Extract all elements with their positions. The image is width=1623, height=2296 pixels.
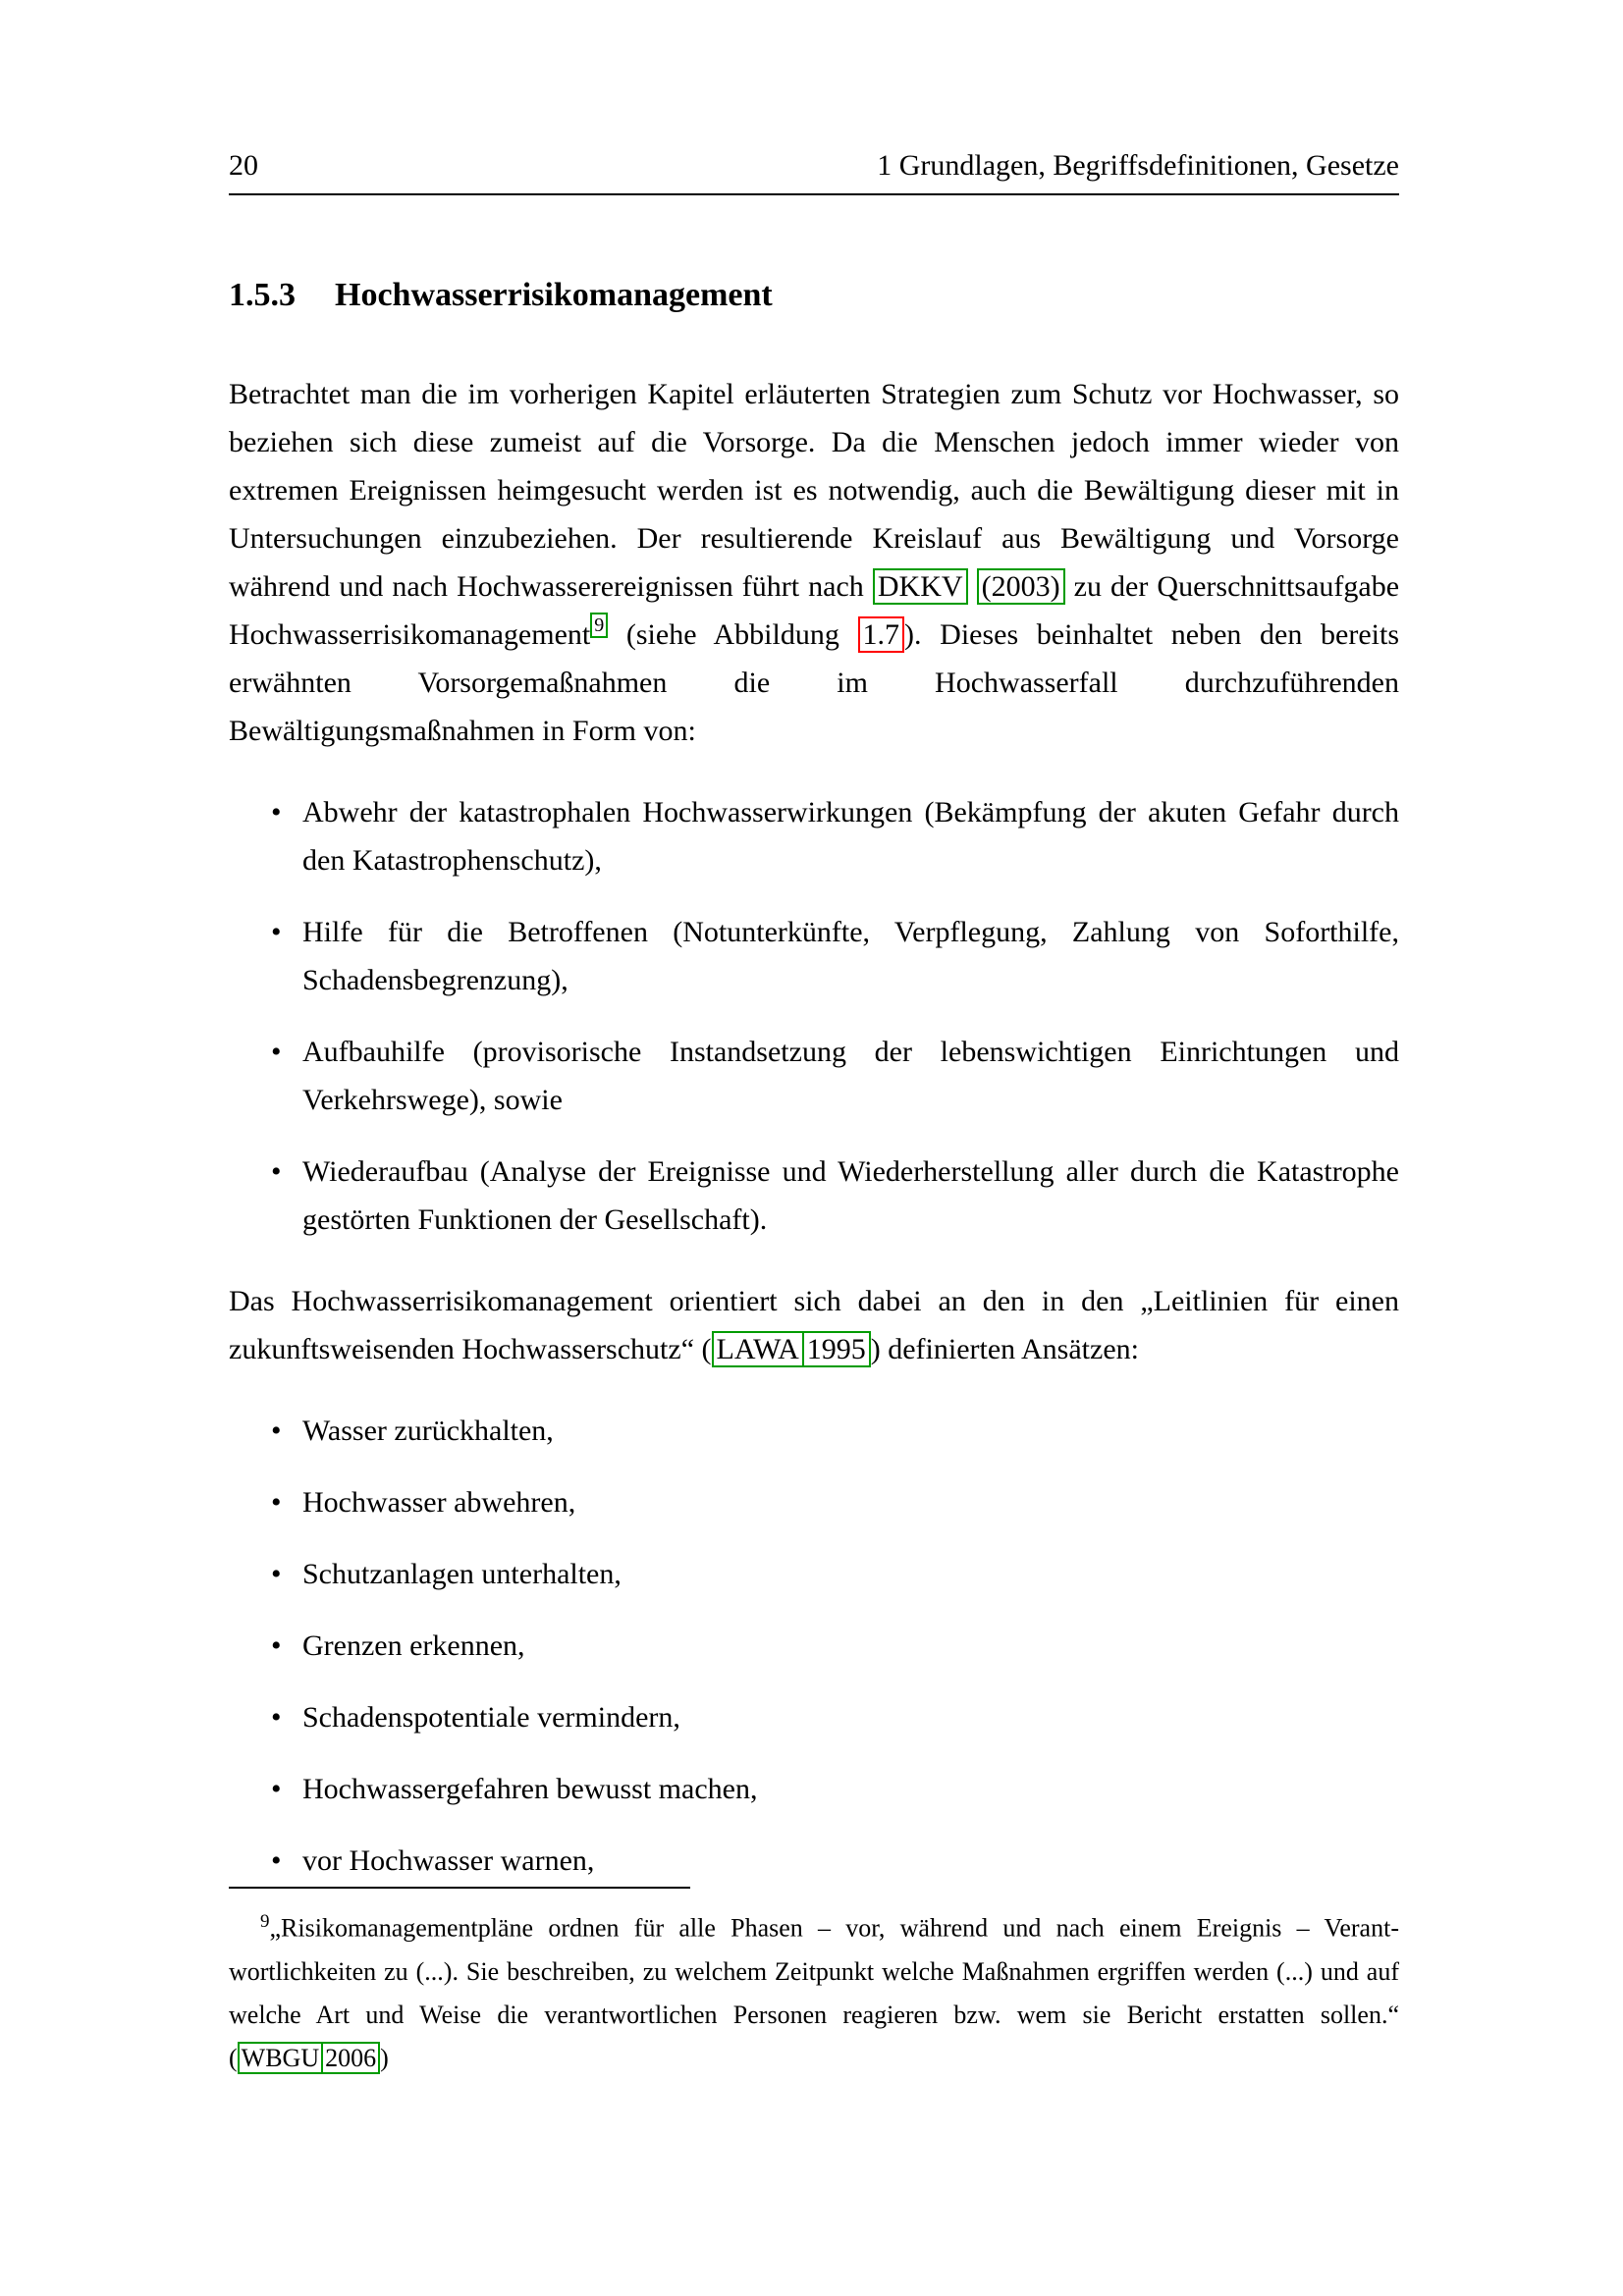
- footnote-text: [229, 1900, 1399, 2080]
- list-item: [271, 1478, 1399, 1526]
- list-item: [271, 1407, 1399, 1455]
- list-item-text: Hochwasser abwehren,: [302, 1486, 576, 1519]
- citation-dkkv-year[interactable]: (2003): [977, 568, 1065, 605]
- list-item: [271, 1622, 1399, 1670]
- list-item-text: Hilfe für die Betroffenen (Notunterkünfte, Verpflegung, Zahlung von Soforthilfe, Schadensbegrenzung),: [302, 916, 1399, 996]
- bullet-icon: •: [271, 1155, 282, 1188]
- bullet-icon: •: [271, 1629, 282, 1662]
- footnote-area: [229, 1887, 1399, 2080]
- list-measures: [229, 788, 1399, 1244]
- figure-ref-1-7[interactable]: 1.7: [858, 616, 905, 653]
- paragraph-1-text-a: Betrachtet man die im vorherigen Kapitel erläuterten Strategien zum Schutz vor Hochwasser, so beziehen sich diese zumeist auf die Vorsorge. Da die Menschen jedoch immer wieder von extremen Ereignissen heimgesucht werden ist es notwendig, auch die Bewältigung dieser mit in Untersuchungen einzubeziehen. Der resultierende Kreislauf aus Bewältigung und Vorsorge während und nach Hochwasserereignissen führt nach: [229, 378, 1399, 603]
- list-item-text: Schutzanlagen unterhalten,: [302, 1558, 622, 1590]
- bullet-icon: •: [271, 1701, 282, 1734]
- list-item: [271, 788, 1399, 884]
- list-item-text: Schadenspotentiale vermindern,: [302, 1701, 680, 1734]
- list-item: [271, 1765, 1399, 1813]
- list-item-text: Aufbauhilfe (provisorische Instandsetzung der lebenswichtigen Einrichtungen und Verkehrswege), sowie: [302, 1036, 1399, 1116]
- list-item-text: vor Hochwasser warnen,: [302, 1844, 595, 1877]
- citation-wbgu-year[interactable]: 2006: [321, 2042, 380, 2074]
- page-content: [229, 149, 1399, 1918]
- section-heading: [229, 276, 1399, 315]
- list-item: [271, 1148, 1399, 1244]
- list-item: [271, 908, 1399, 1004]
- bullet-icon: •: [271, 1036, 282, 1068]
- footnote-body-a: „Risikomanagementpläne ordnen für alle Phasen – vor, während und nach einem Ereignis – Verantwortlichkeiten zu (...). Sie beschreiben, zu welchem Zeitpunkt welche Maßnahmen ergriffen werden (...) und auf welche Art und Weise die verantwortlichen Personen reagieren bzw. wem sie Bericht erstatten sollen.“ (: [229, 1913, 1399, 2072]
- footnote-mark: 9: [260, 1911, 270, 1932]
- bullet-icon: •: [271, 1844, 282, 1877]
- citation-lawa[interactable]: LAWA: [712, 1331, 804, 1367]
- list-principles: [229, 1407, 1399, 1885]
- bullet-icon: •: [271, 1486, 282, 1519]
- running-header: [229, 149, 1399, 195]
- footnote-body-b: ): [380, 2043, 389, 2072]
- list-item-text: Abwehr der katastrophalen Hochwasserwirkungen (Bekämpfung der akuten Gefahr durch den Katastrophenschutz),: [302, 796, 1399, 877]
- list-item: [271, 1693, 1399, 1741]
- citation-wbgu[interactable]: WBGU: [238, 2042, 323, 2074]
- bullet-icon: •: [271, 1773, 282, 1805]
- paragraph-2: [229, 1277, 1399, 1373]
- list-item: [271, 1550, 1399, 1598]
- section-title: Hochwasserrisikomanagement: [335, 277, 773, 313]
- paragraph-1: [229, 370, 1399, 755]
- footnote-ref-link[interactable]: 9: [590, 613, 608, 638]
- footnote-rule: [229, 1887, 690, 1889]
- list-item-text: Wasser zurückhalten,: [302, 1415, 554, 1447]
- bullet-icon: •: [271, 916, 282, 948]
- citation-lawa-year[interactable]: 1995: [802, 1331, 871, 1367]
- citation-dkkv[interactable]: DKKV: [873, 568, 968, 605]
- list-item: [271, 1028, 1399, 1124]
- page-number: 20: [229, 149, 258, 182]
- section-number: 1.5.3: [229, 277, 296, 313]
- list-item: [271, 1837, 1399, 1885]
- bullet-icon: •: [271, 1415, 282, 1447]
- bullet-icon: •: [271, 1558, 282, 1590]
- paragraph-2-text-a: Das Hochwasserrisikomanagement orientiert sich dabei an den in den „Leitlinien für einen zukunftsweisenden Hochwasserschutz“ (: [229, 1285, 1399, 1365]
- running-title: 1 Grundlagen, Begriffsdefinitionen, Gesetze: [877, 149, 1399, 182]
- list-item-text: Hochwassergefahren bewusst machen,: [302, 1773, 758, 1805]
- paragraph-1-text-c: (siehe Abbildung: [608, 618, 858, 651]
- paragraph-1-text-b: zu der Querschnittsaufgabe Hochwasserrisikomanagement: [229, 570, 1400, 651]
- list-item-text: Grenzen erkennen,: [302, 1629, 525, 1662]
- paragraph-1-text-d: ). Dieses beinhaltet neben den bereits erwähnten Vorsorgemaßnahmen die im Hochwasserfall durchzuführenden Bewältigungsmaßnahmen in Form von:: [229, 618, 1399, 747]
- paragraph-2-text-b: ) definierten Ansätzen:: [870, 1333, 1139, 1365]
- list-item-text: Wiederaufbau (Analyse der Ereignisse und Wiederherstellung aller durch die Katastrophe gestörten Funktionen der Gesellschaft).: [302, 1155, 1399, 1236]
- bullet-icon: •: [271, 796, 282, 828]
